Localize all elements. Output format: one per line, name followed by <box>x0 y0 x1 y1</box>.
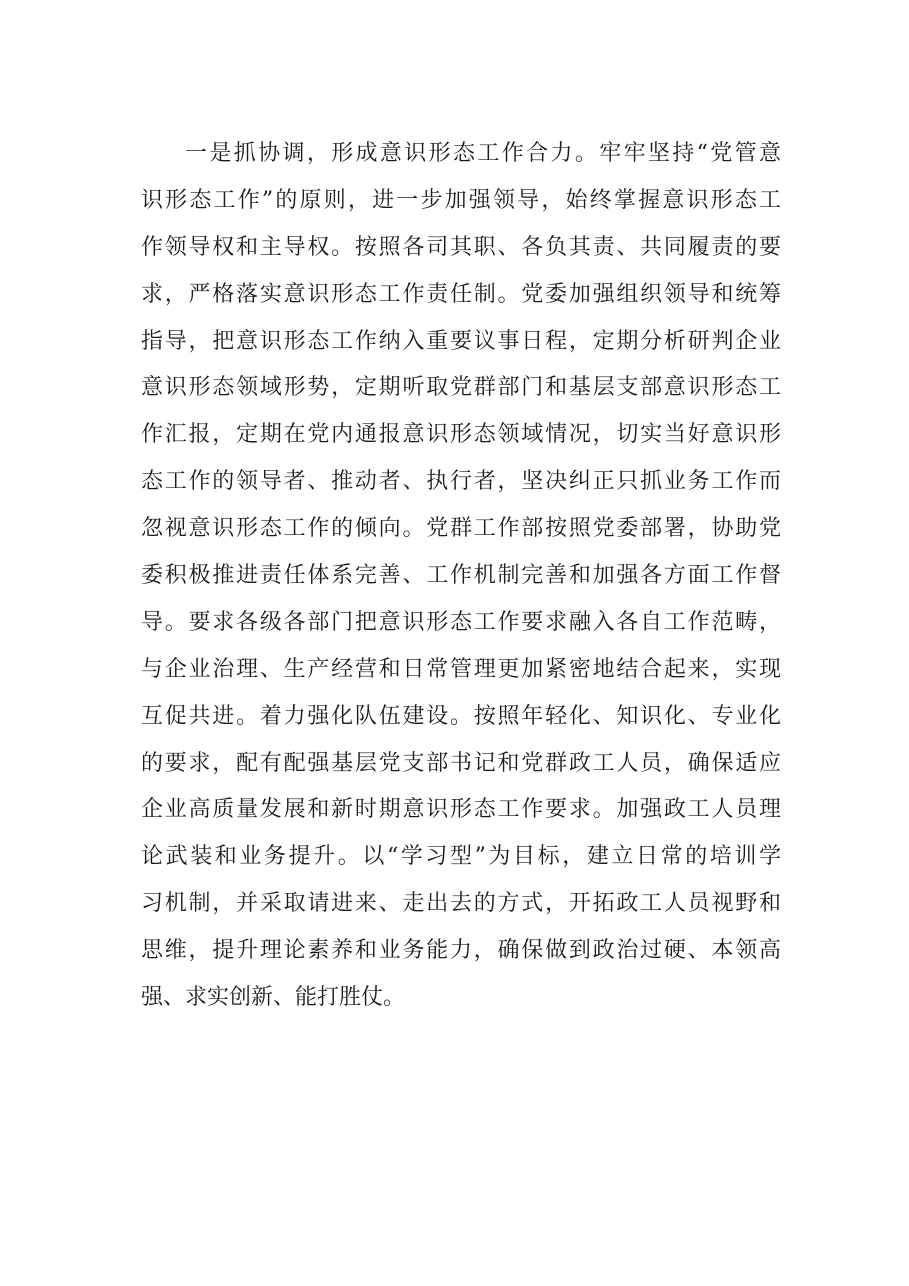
body-paragraph <box>141 131 781 1022</box>
paragraph-line-9: 忽视意识形态工作的倾向。党群工作部按照党委部署，协助党 <box>141 516 781 542</box>
paragraph-line-15: 企业高质量发展和新时期意识形态工作要求。加强政工人员理 <box>141 797 781 823</box>
paragraph-line-19: 强、求实创新、能打胜仗。 <box>141 985 406 1011</box>
paragraph-line-14: 的要求，配有配强基层党支部书记和党群政工人员，确保适应 <box>141 750 781 776</box>
paragraph-line-1: 一是抓协调，形成意识形态工作合力。牢牢坚持“党管意 <box>185 141 781 166</box>
paragraph-line-18: 思维，提升理论素养和业务能力，确保做到政治过硬、本领高 <box>141 938 781 964</box>
paragraph-line-10: 委积极推进责任体系完善、工作机制完善和加强各方面工作督 <box>141 563 781 589</box>
paragraph-line-3: 作领导权和主导权。按照各司其职、各负其责、共同履责的要 <box>141 234 781 260</box>
paragraph-line-17: 习机制，并采取请进来、走出去的方式，开拓政工人员视野和 <box>141 891 781 917</box>
paragraph-line-5: 指导，把意识形态工作纳入重要议事日程，定期分析研判企业 <box>141 328 781 354</box>
paragraph-line-12: 与企业治理、生产经营和日常管理更加紧密地结合起来，实现 <box>141 656 781 682</box>
paragraph-line-16: 论武装和业务提升。以“学习型”为目标，建立日常的培训学 <box>141 844 781 870</box>
paragraph-line-6: 意识形态领域形势，定期听取党群部门和基层支部意识形态工 <box>141 375 781 401</box>
paragraph-line-7: 作汇报，定期在党内通报意识形态领域情况，切实当好意识形 <box>141 422 781 448</box>
paragraph-line-4: 求，严格落实意识形态工作责任制。党委加强组织领导和统筹 <box>141 281 781 307</box>
paragraph-line-2: 识形态工作”的原则，进一步加强领导，始终掌握意识形态工 <box>141 187 781 213</box>
paragraph-line-8: 态工作的领导者、推动者、执行者，坚决纠正只抓业务工作而 <box>141 469 781 495</box>
paragraph-line-11: 导。要求各级各部门把意识形态工作要求融入各自工作范畴， <box>141 609 781 635</box>
paragraph-line-13: 互促共进。着力强化队伍建设。按照年轻化、知识化、专业化 <box>141 703 781 729</box>
